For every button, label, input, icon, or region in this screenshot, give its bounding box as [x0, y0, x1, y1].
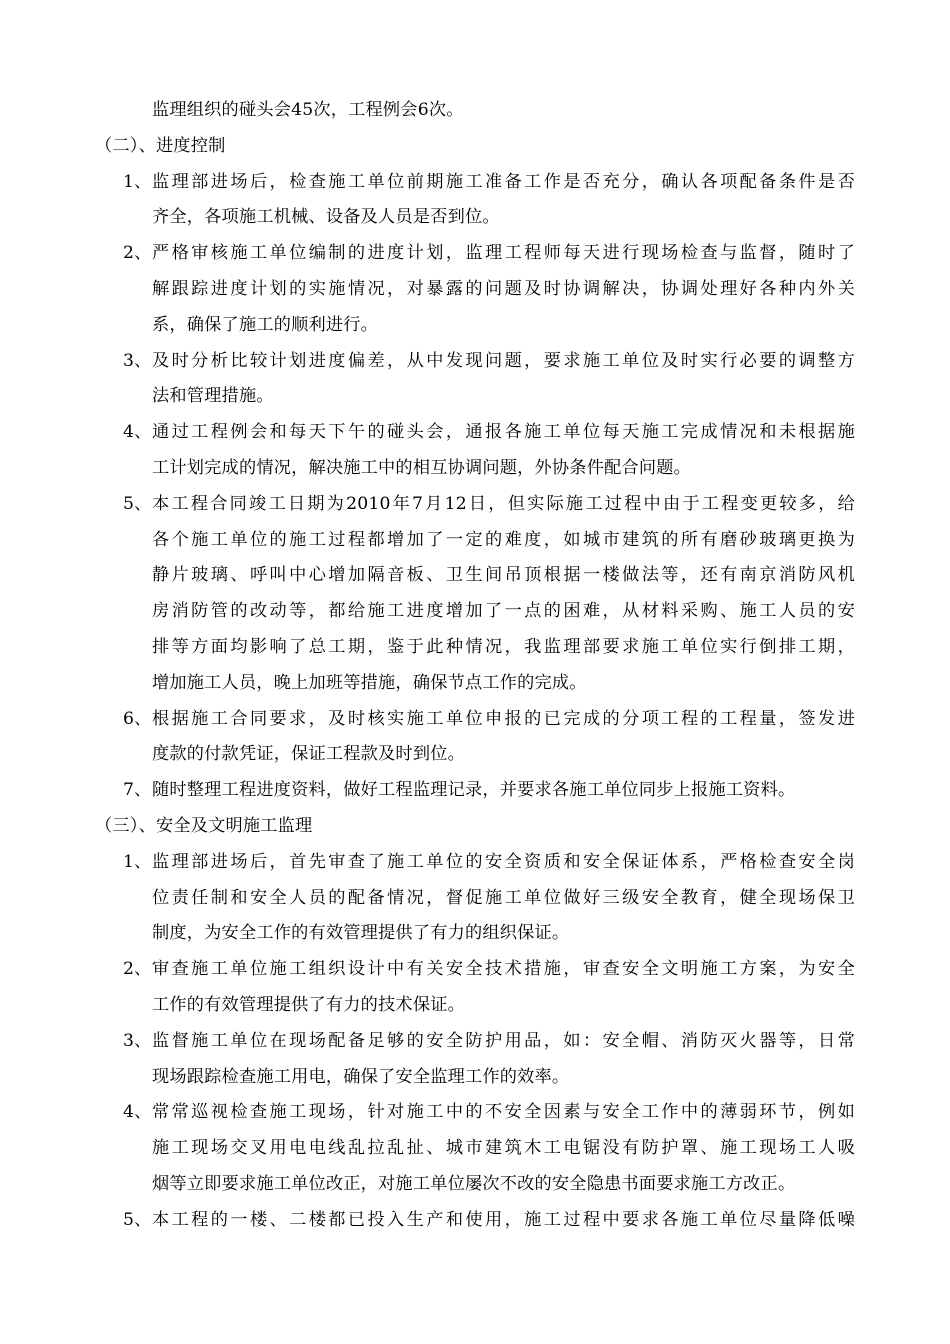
item-text-line: 解跟踪进度计划的实施情况，对暴露的问题及时协调解决，协调处理好各种内外关	[152, 278, 855, 299]
list-item	[95, 1095, 865, 1202]
item-text-line: 随时整理工程进度资料，做好工程监理记录，并要求各施工单位同步上报施工资料。	[152, 780, 796, 801]
item-text-line: 监理部进场后，检查施工单位前期施工准备工作是否充分，确认各项配备条件是否	[152, 171, 855, 192]
item-number: 1、	[123, 171, 152, 192]
list-item	[95, 773, 865, 809]
section-heading: （二）、进度控制	[95, 135, 226, 156]
intro-line: 监理组织的碰头会45次，工程例会6次。	[152, 100, 464, 120]
list-item	[95, 165, 865, 237]
item-number: 3、	[123, 1030, 152, 1051]
list-item	[95, 344, 865, 416]
list-item	[95, 952, 865, 1024]
item-text-line: 监督施工单位在现场配备足够的安全防护用品，如：安全帽、消防灭火器等，日常	[152, 1030, 855, 1051]
item-number: 6、	[123, 708, 152, 729]
list-item	[95, 236, 865, 343]
item-number: 7、	[123, 780, 152, 801]
item-text-line: 增加施工人员，晚上加班等措施，确保节点工作的完成。	[152, 672, 587, 693]
section-safety-supervision	[95, 809, 865, 1239]
item-text-line: 法和管理措施。	[152, 386, 274, 407]
list-item	[95, 1203, 865, 1239]
item-text-line: 本工程的一楼、二楼都已投入生产和使用，施工过程中要求各施工单位尽量降低噪	[152, 1209, 855, 1230]
item-text-line: 工作的有效管理提供了有力的技术保证。	[152, 994, 465, 1015]
item-text-line: 监理部进场后，首先审查了施工单位的安全资质和安全保证体系，严格检查安全岗	[152, 851, 855, 872]
section-progress-control	[95, 129, 865, 809]
item-text-line: 通过工程例会和每天下午的碰头会，通报各施工单位每天施工完成情况和未根据施	[152, 422, 855, 443]
item-text-line: 工计划完成的情况，解决施工中的相互协调问题，外协条件配合问题。	[152, 457, 692, 478]
item-text-line: 审查施工单位施工组织设计中有关安全技术措施，审查安全文明施工方案，为安全	[152, 959, 855, 980]
item-text-line: 系，确保了施工的顺利进行。	[152, 314, 379, 335]
item-number: 4、	[123, 1102, 152, 1123]
item-text-line: 严格审核施工单位编制的进度计划，监理工程师每天进行现场检查与监督，随时了	[152, 243, 855, 264]
list-item	[95, 1024, 865, 1096]
item-text-line: 房消防管的改动等，都给施工进度增加了一点的困难，从材料采购、施工人员的安	[152, 601, 855, 622]
item-number: 5、	[123, 493, 152, 514]
section-heading: （三）、安全及文明施工监理	[95, 815, 313, 836]
item-number: 2、	[123, 243, 152, 264]
item-number: 1、	[123, 851, 152, 872]
item-text-line: 静片玻璃、呼叫中心增加隔音板、卫生间吊顶根据一楼做法等，还有南京消防风机	[152, 565, 855, 586]
item-number: 4、	[123, 422, 152, 443]
item-text-line: 及时分析比较计划进度偏差，从中发现问题，要求施工单位及时实行必要的调整方	[152, 350, 855, 371]
item-text-line: 位责任制和安全人员的配备情况，督促施工单位做好三级安全教育，健全现场保卫	[152, 887, 855, 908]
item-text-line: 现场跟踪检查施工用电，确保了安全监理工作的效率。	[152, 1066, 570, 1087]
item-text-line: 制度，为安全工作的有效管理提供了有力的组织保证。	[152, 923, 570, 944]
item-text-line: 各个施工单位的施工过程都增加了一定的难度，如城市建筑的所有磨砂玻璃更换为	[152, 529, 855, 550]
item-number: 3、	[123, 350, 152, 371]
list-item	[95, 487, 865, 702]
item-text-line: 本工程合同竣工日期为2010年7月12日，但实际施工过程中由于工程变更较多，给	[152, 493, 855, 514]
list-item	[95, 845, 865, 952]
item-text-line: 齐全，各项施工机械、设备及人员是否到位。	[152, 207, 500, 228]
item-text-line: 度款的付款凭证，保证工程款及时到位。	[152, 744, 465, 765]
item-text-line: 常常巡视检查施工现场，针对施工中的不安全因素与安全工作中的薄弱环节，例如	[152, 1102, 855, 1123]
item-text-line: 烟等立即要求施工单位改正，对施工单位屡次不改的安全隐患书面要求施工方改正。	[152, 1173, 796, 1194]
list-item	[95, 415, 865, 487]
item-text-line: 根据施工合同要求，及时核实施工单位申报的已完成的分项工程的工程量，签发进	[152, 708, 855, 729]
item-number: 5、	[123, 1209, 152, 1230]
item-text-line: 施工现场交叉用电电线乱拉乱扯、城市建筑木工电锯没有防护罩、施工现场工人吸	[152, 1138, 855, 1159]
list-item	[95, 702, 865, 774]
item-text-line: 排等方面均影响了总工期，鉴于此种情况，我监理部要求施工单位实行倒排工期，	[152, 636, 855, 657]
item-number: 2、	[123, 959, 152, 980]
document-body	[95, 93, 865, 1239]
